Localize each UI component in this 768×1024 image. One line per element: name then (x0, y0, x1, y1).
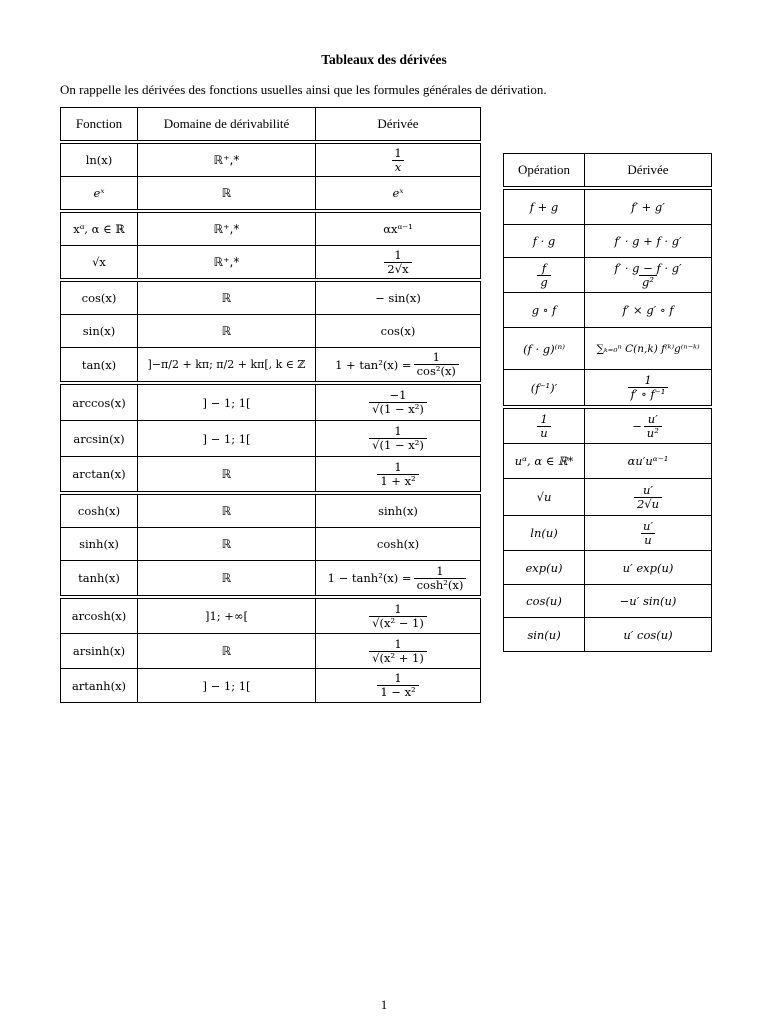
table-row (504, 617, 711, 651)
numerator: 1 (394, 247, 402, 262)
fraction (391, 147, 404, 174)
fraction (537, 413, 550, 440)
table-row (61, 282, 480, 314)
operation-cell: sin(u) (527, 627, 561, 642)
domain-cell: ℝ⁺,* (137, 144, 315, 176)
table-row (504, 369, 711, 405)
derivatives-table (60, 107, 481, 705)
function-cell: tan(x) (81, 357, 117, 372)
function-cell: arcsin(x) (73, 431, 125, 446)
numerator: 1 (540, 411, 548, 426)
derivative-cell (315, 561, 480, 595)
operation-cell (504, 258, 584, 292)
table-row (61, 213, 480, 245)
table-row (504, 584, 711, 617)
table-row (504, 409, 711, 443)
domain-cell: ℝ (137, 495, 315, 527)
derivative-cell: u′ cos(u) (584, 618, 711, 651)
derivative-cell (584, 409, 711, 443)
group-general-rules (503, 189, 712, 406)
domain-cell: ℝ (137, 177, 315, 209)
derivative-cell: cosh(x) (315, 528, 480, 560)
group-hyperbolic (60, 494, 481, 596)
derivative-cell (315, 669, 480, 702)
operation-cell: g ∘ f (531, 303, 557, 317)
denominator: cos²(x) (414, 364, 459, 378)
derivative-prefix: − (632, 419, 642, 433)
denominator: 2√u (634, 497, 662, 511)
denominator: 1 + x² (377, 474, 418, 488)
domain-cell: ℝ (137, 634, 315, 668)
fraction (369, 425, 427, 452)
fraction (369, 638, 427, 665)
operation-cell: exp(u) (525, 560, 563, 575)
derivative-cell: eˣ (315, 177, 480, 209)
table-row (504, 443, 711, 478)
domain-cell: ℝ (137, 282, 315, 314)
numerator: 1 (394, 636, 402, 651)
operation-cell (504, 409, 584, 443)
fraction (644, 413, 662, 440)
fraction (628, 374, 669, 401)
fraction (611, 262, 684, 289)
function-cell: arsinh(x) (72, 644, 126, 658)
table-row (504, 257, 711, 292)
function-cell: sin(x) (82, 324, 116, 338)
domain-cell: ]−π/2 + kπ; π/2 + kπ[, k ∈ ℤ (137, 348, 315, 381)
numerator: 1 (432, 350, 440, 364)
group-exp-log (60, 143, 481, 210)
denominator: g² (639, 275, 657, 289)
table-header-group (503, 153, 712, 187)
derivative-cell (315, 144, 480, 176)
function-cell: xᵅ, α ∈ ℝ (73, 222, 125, 236)
numerator: f′ · g − f · g′ (614, 260, 682, 275)
derivative-cell: u′ exp(u) (584, 551, 711, 584)
derivative-cell: cos(x) (315, 315, 480, 347)
domain-cell: ℝ (137, 528, 315, 560)
fraction (640, 520, 656, 547)
denominator: u² (644, 426, 662, 440)
numerator: u′ (647, 411, 658, 426)
denominator: 1 − x² (377, 685, 418, 699)
derivative-prefix: 1 + tan²(x) = (335, 357, 412, 372)
header-derivee: Dérivée (315, 108, 480, 140)
derivative-cell (315, 599, 480, 633)
table-row (61, 456, 480, 491)
table-row (61, 245, 480, 278)
domain-cell: ] − 1; 1[ (137, 385, 315, 420)
derivative-cell (315, 246, 480, 278)
derivative-cell: − sin(x) (315, 282, 480, 314)
derivative-cell: αu′uᵅ⁻¹ (584, 444, 711, 478)
denominator: √(x² + 1) (369, 651, 427, 665)
domain-cell: ] − 1; 1[ (137, 669, 315, 702)
table-row (61, 385, 480, 420)
numerator: 1 (394, 459, 402, 474)
function-cell: sinh(x) (79, 537, 119, 551)
fraction (537, 262, 550, 289)
derivative-cell (315, 348, 480, 381)
domain-cell: ℝ (137, 315, 315, 347)
domain-cell: ] − 1; 1[ (137, 421, 315, 456)
operation-cell: cos(u) (526, 594, 562, 608)
derivative-cell (315, 634, 480, 668)
fraction (369, 603, 427, 630)
denominator: √(1 − x²) (369, 438, 427, 452)
derivative-cell (584, 258, 711, 292)
table-row (504, 327, 711, 369)
operation-cell: √u (536, 490, 552, 504)
derivative-cell: f′ × g′ ∘ f (584, 293, 711, 327)
table-row (61, 527, 480, 560)
derivative-cell: −u′ sin(u) (584, 585, 711, 617)
numerator: 1 (394, 601, 402, 616)
denominator: u (641, 533, 654, 547)
group-composed-functions (503, 408, 712, 652)
domain-cell: ]1; +∞[ (137, 599, 315, 633)
table-row (61, 599, 480, 633)
operation-cell: f + g (529, 200, 559, 214)
table-row (61, 347, 480, 381)
derivative-cell: f′ + g′ (584, 190, 711, 224)
table-row (504, 478, 711, 515)
fraction (377, 461, 418, 488)
intro-text: On rappelle les dérivées des fonctions usuelles ainsi que les formules générales de dérivation. (60, 82, 547, 97)
function-cell: √x (92, 255, 106, 269)
numerator: 1 (436, 563, 444, 578)
fraction (634, 484, 662, 511)
numerator: u′ (642, 518, 654, 533)
table-row (504, 224, 711, 257)
table-row (504, 550, 711, 584)
derivative-cell (315, 457, 480, 491)
operations-table (503, 153, 712, 654)
derivative-cell (584, 370, 711, 405)
derivative-cell: ∑ₖ₌₀ⁿ C(n,k) f⁽ᵏ⁾g⁽ⁿ⁻ᵏ⁾ (584, 328, 711, 369)
denominator: x (392, 160, 405, 174)
function-cell: eˣ (93, 186, 105, 200)
header-domaine: Domaine de dérivabilité (137, 108, 315, 140)
table-row (61, 420, 480, 456)
denominator: √(1 − x²) (369, 402, 427, 416)
numerator: −1 (389, 388, 407, 402)
function-cell: arcosh(x) (71, 609, 127, 623)
function-cell: ln(x) (85, 153, 113, 167)
page-title: Tableaux des dérivées (321, 52, 447, 67)
group-trig (60, 281, 481, 382)
derivative-cell: αxᵅ⁻¹ (315, 213, 480, 245)
function-cell: arccos(x) (72, 395, 126, 410)
derivative-cell (584, 479, 711, 515)
function-cell: cosh(x) (77, 504, 121, 518)
domain-cell: ℝ⁺,* (137, 246, 315, 278)
table-row (61, 633, 480, 668)
table-row (504, 515, 711, 550)
denominator: 2√x (384, 262, 411, 276)
operation-cell: ln(u) (530, 526, 558, 540)
denominator: √(x² − 1) (369, 616, 427, 630)
table-row (61, 314, 480, 347)
fraction (377, 672, 418, 699)
table-row (504, 292, 711, 327)
operation-cell: (f⁻¹)′ (530, 380, 558, 395)
domain-cell: ℝ⁺,* (137, 213, 315, 245)
numerator: 1 (394, 424, 402, 438)
numerator: f (541, 260, 547, 275)
operation-cell: uᵅ, α ∈ ℝ* (514, 454, 574, 468)
group-inverse-hyperbolic (60, 598, 481, 703)
domain-cell: ℝ (137, 561, 315, 595)
derivative-cell (584, 516, 711, 550)
fraction (384, 249, 411, 276)
table-header-group (60, 107, 481, 141)
operation-cell: (f · g)⁽ⁿ⁾ (523, 341, 565, 356)
derivative-cell: sinh(x) (315, 495, 480, 527)
table-row (61, 560, 480, 595)
header-derivee: Dérivée (584, 154, 711, 186)
table-row (61, 176, 480, 209)
group-power (60, 212, 481, 279)
operation-cell: f · g (532, 234, 556, 248)
function-cell: cos(x) (81, 291, 117, 305)
numerator: 1 (644, 373, 652, 387)
header-fonction: Fonction (75, 116, 123, 131)
function-cell: tanh(x) (78, 571, 120, 585)
table-row (504, 190, 711, 224)
numerator: u′ (642, 482, 654, 497)
numerator: 1 (394, 671, 402, 685)
derivative-cell (315, 385, 480, 420)
fraction (414, 351, 459, 378)
header-operation: Opération (518, 162, 570, 177)
domain-cell: ℝ (137, 457, 315, 491)
function-cell: arctan(x) (72, 467, 126, 481)
denominator: g (537, 275, 550, 289)
derivative-prefix: 1 − tanh²(x) = (327, 571, 412, 585)
denominator: f′ ∘ f⁻¹ (628, 387, 669, 401)
numerator: 1 (394, 145, 402, 160)
denominator: cosh²(x) (414, 578, 467, 592)
table-row (61, 144, 480, 176)
page-number: 1 (380, 997, 388, 1012)
table-row (61, 495, 480, 527)
function-cell: artanh(x) (71, 678, 127, 693)
fraction (414, 565, 467, 592)
derivative-cell (315, 421, 480, 456)
table-row (61, 668, 480, 702)
denominator: u (537, 426, 550, 440)
group-inverse-trig (60, 384, 481, 492)
fraction (369, 389, 427, 416)
derivative-cell: f′ · g + f · g′ (584, 225, 711, 257)
